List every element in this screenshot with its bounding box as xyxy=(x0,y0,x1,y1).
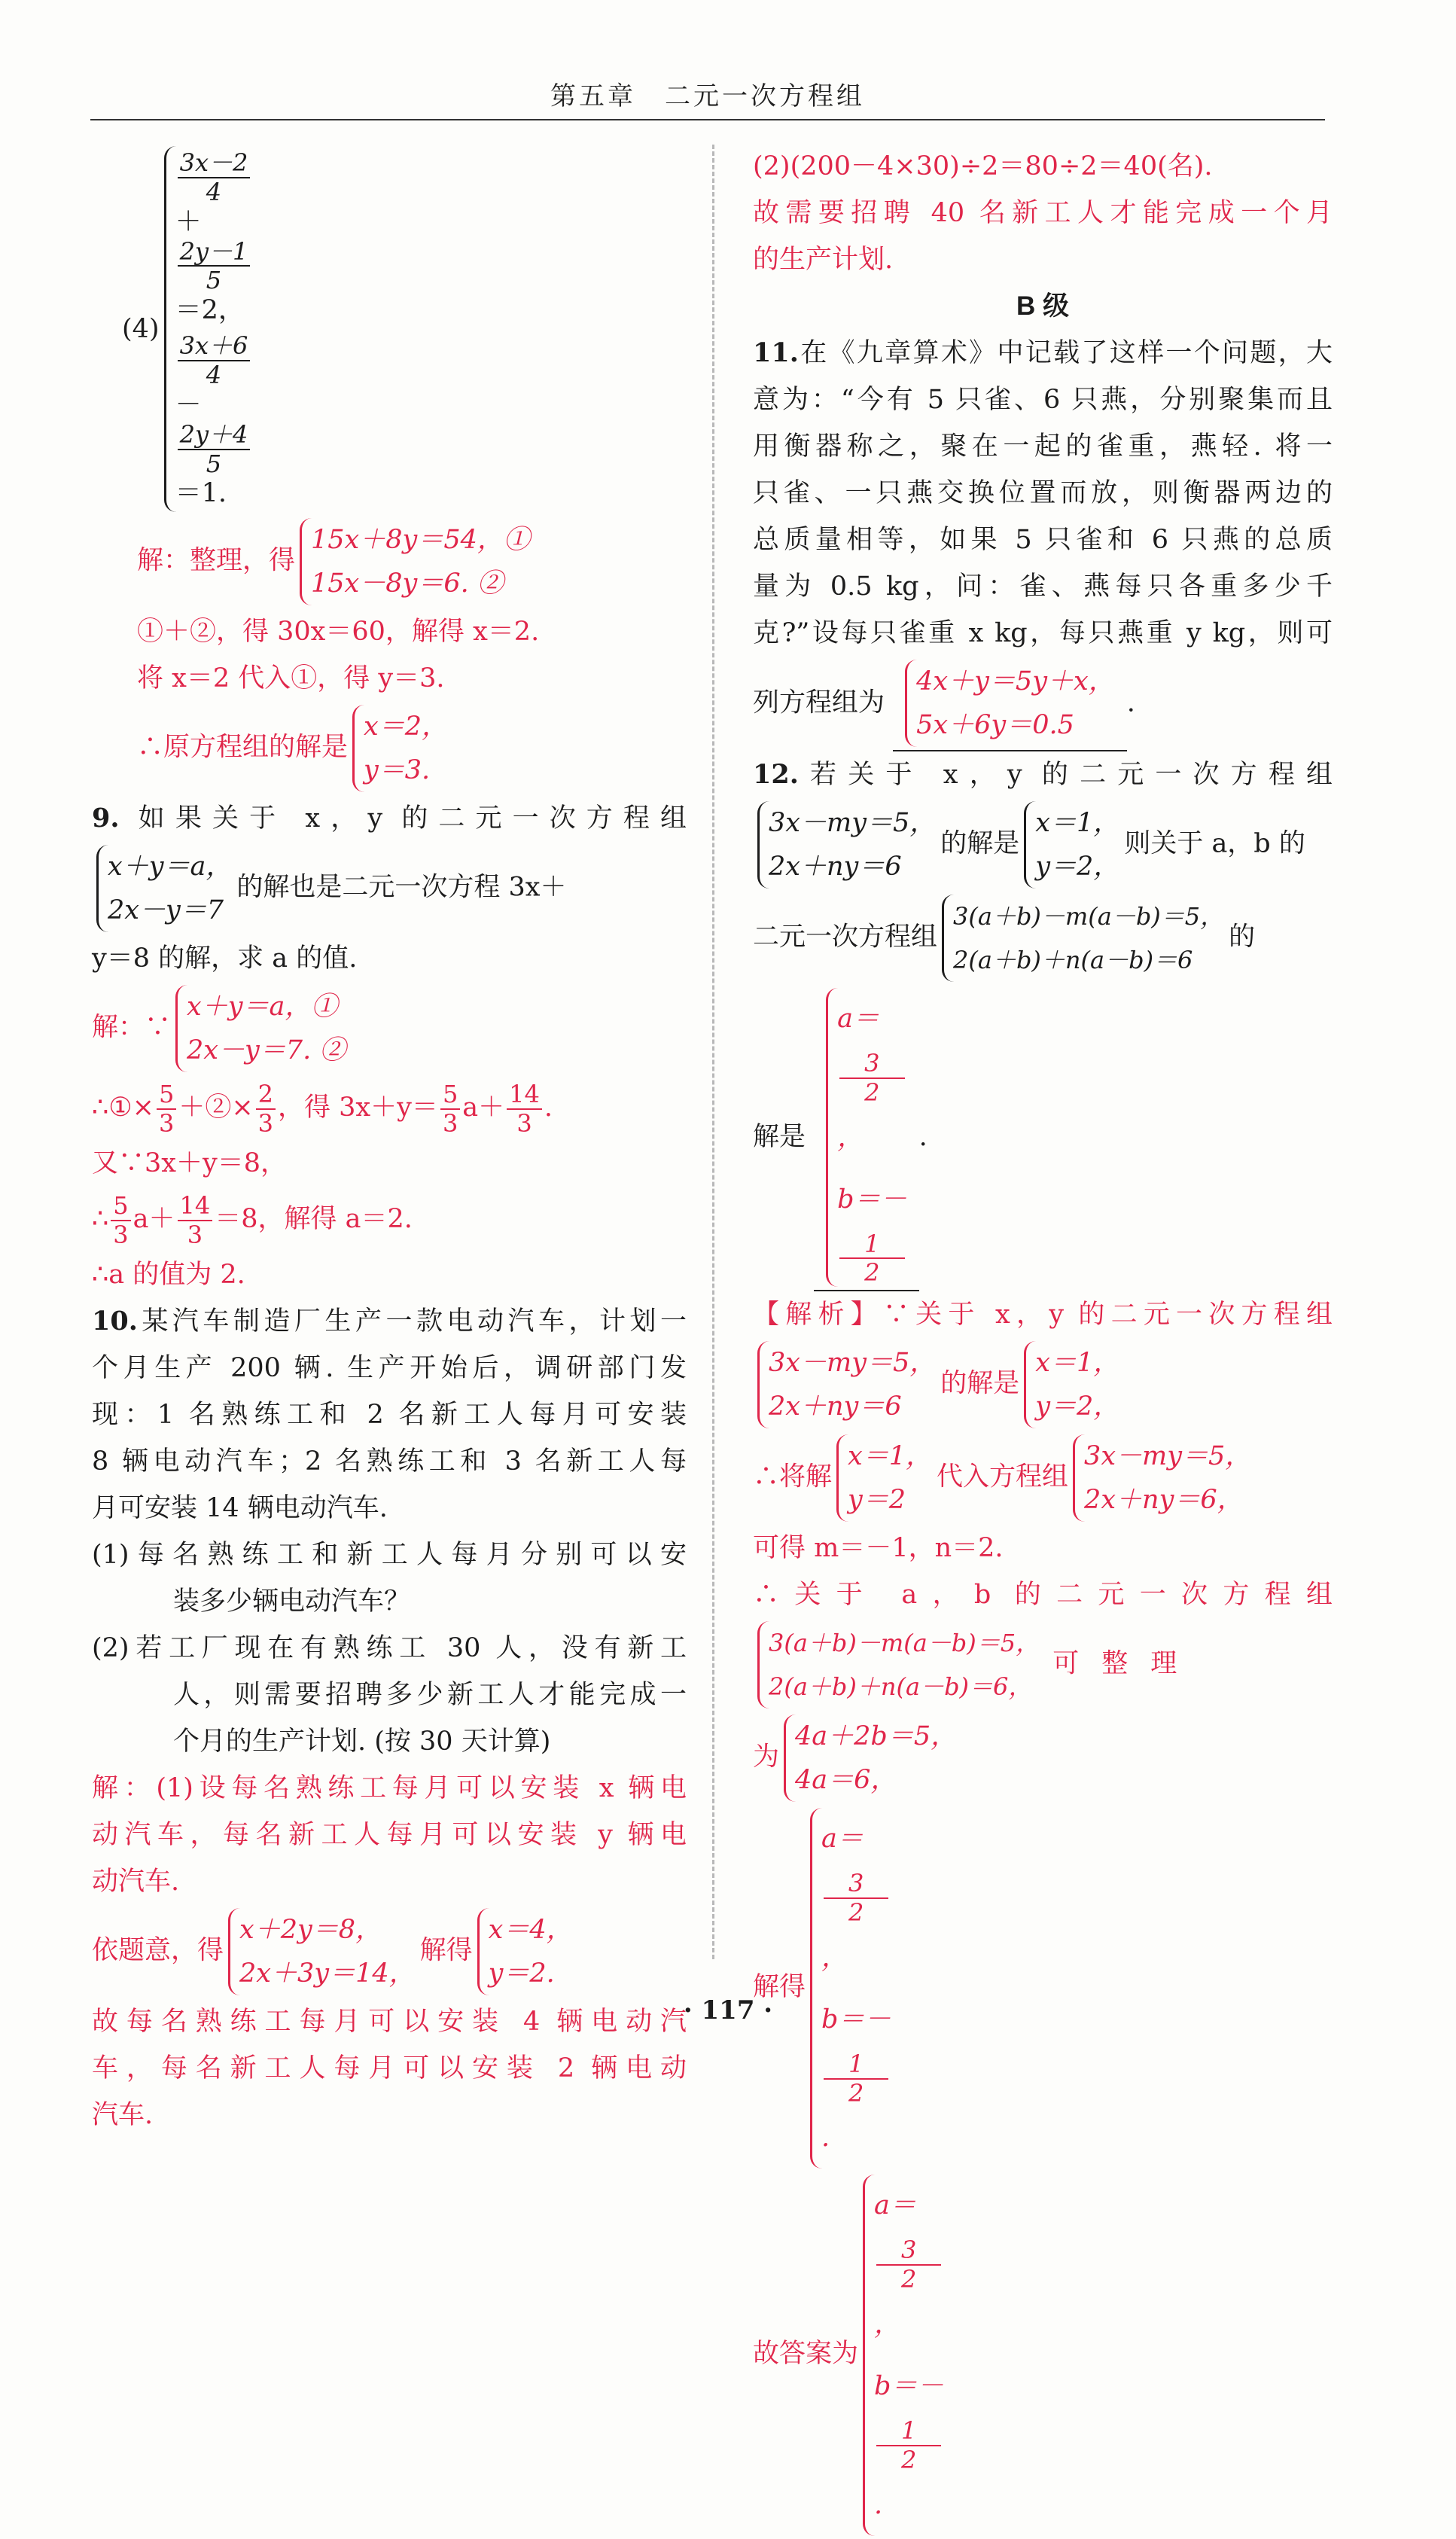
q8-eq2: 3x＋6 4 － 2y＋4 5 ＝1. xyxy=(175,329,253,512)
question-11: 11.在《九章算术》中记载了这样一个问题，大 意为：“今有 5 只雀、6 只燕，分别聚集而且 用衡器称之，聚在一起的雀重，燕轻. 将一 只雀、一只燕交换位置而放，则衡器两边的 总质量相等，如果 5 只雀和 6 只燕的总质 量为 0.5 kg，问：雀、燕每只各重多少千 克?”设每只雀重 x kg，每只燕重 y kg，则可 列方程组为 4x＋y＝5y＋x， 5x＋6y＝0.5 . xyxy=(753,330,1333,751)
question-9: 9. 如果关于 x，y 的二元一次方程组 x＋y＝a， 2x－y＝7 的解也是二元一次方程 3x＋ y＝8 的解，求 a 的值. xyxy=(92,803,687,974)
q8-part4 xyxy=(92,143,687,515)
chapter-header: 第五章 二元一次方程组 xyxy=(550,81,865,111)
q8-part4-label: (4) xyxy=(122,314,160,345)
q10-solution: 解：(1)设每名熟练工每月可以安装 x 辆电 动汽车，每名新工人每月可以安装 y 辆电 动汽车. 依题意，得 x＋2y＝8， 2x＋3y＝14， 解得 x＝4， y＝2. 故每名熟练工每月可以安装 4 辆电动汽 车，每名新工人每月可以安装 2 辆电动 汽车. xyxy=(92,1773,687,2131)
right-column xyxy=(753,143,1333,2539)
q9-solution: 解：∵ x＋y＝a，① 2x－y＝7. ② ∴①× $\frac{5}{3}$ ＋②× $\frac{2}{3}$ ，得 3x＋y＝ $\frac{5}{3}$ a＋ $\frac{14}{3}$ . 又∵3x＋y＝8， ∴ $\frac{5}{3}$ a＋ $\frac{14}{3}$ ＝8，解得 a＝2. ∴a 的值为 2. xyxy=(92,982,687,1298)
q11-answer-blank: 4x＋y＝5y＋x， 5x＋6y＝0.5 xyxy=(893,657,1127,751)
header-rule xyxy=(90,119,1325,120)
question-10: 10.某汽车制造厂生产一款电动汽车，计划一 个月生产 200 辆. 生产开始后，调研部门发 现：1 名熟练工和 2 名新工人每月可安装 8 辆电动汽车；2 名熟练工和 3 名新工人每 月可安装 14 辆电动汽车. (1)每名熟练工和新工人每月分别可以安 装多少辆电动汽车？ (2)若工厂现在有熟练工 30 人，没有新工 人，则需要招聘多少新工人才能完成一 个月的生产计划. (按 30 天计算) xyxy=(92,1306,687,1757)
left-column xyxy=(92,143,687,2138)
q8-eq1: 3x－2 4 ＋ 2y－1 5 ＝2， xyxy=(175,146,253,329)
q8-system xyxy=(164,146,253,512)
column-divider xyxy=(712,145,714,1959)
q12-answer-blank: a＝ 3 2 ， b＝－ 1 2 xyxy=(814,985,918,1291)
q8-solution: 解：整理，得 15x＋8y＝54，① 15x－8y＝6. ② ①＋②，得 30x＝60，解得 x＝2. 将 x＝2 代入①，得 y＝3. ∴原方程组的解是 x＝2， y＝3. xyxy=(92,515,687,795)
level-b-heading: B 级 xyxy=(1016,291,1069,321)
q10-solution-continued: (2)(200－4×30)÷2＝80÷2＝40(名). 故需要招聘 40 名新工人才能完成一个月 的生产计划. xyxy=(753,151,1333,275)
q12-analysis: 【解析】∵关于 x，y 的二元一次方程组 3x－my＝5， 2x＋ny＝6 的解是 x＝1， y＝2， ∴将解 x＝1， y＝2 代入方程组 3x－my＝5， 2x＋ny＝6， 可得 m＝－1，n＝2. ∴关于 a，b 的二元一次方程组 3(a＋b)－m(a－b)＝5， 2(a＋b)＋n(a－b)＝6， 可整理 为 4a＋2b＝5， 4a＝6， 解得 a＝ 3 2 ， b＝－ 1 2 . 故答案为 a＝ 3 2 ， b＝－ 1 2 . xyxy=(753,1291,1333,2538)
question-12: 12.若关于 x，y 的二元一次方程组 3x－my＝5， 2x＋ny＝6 的解是 x＝1， y＝2， 则关于 a，b 的 二元一次方程组 3(a＋b)－m(a－b)＝5， 2(a＋b)＋n(a－b)＝6 的 解是 a＝ 3 2 ， b＝－ 1 2 . xyxy=(753,751,1333,1291)
page-number: · 117 · xyxy=(683,1995,773,2025)
